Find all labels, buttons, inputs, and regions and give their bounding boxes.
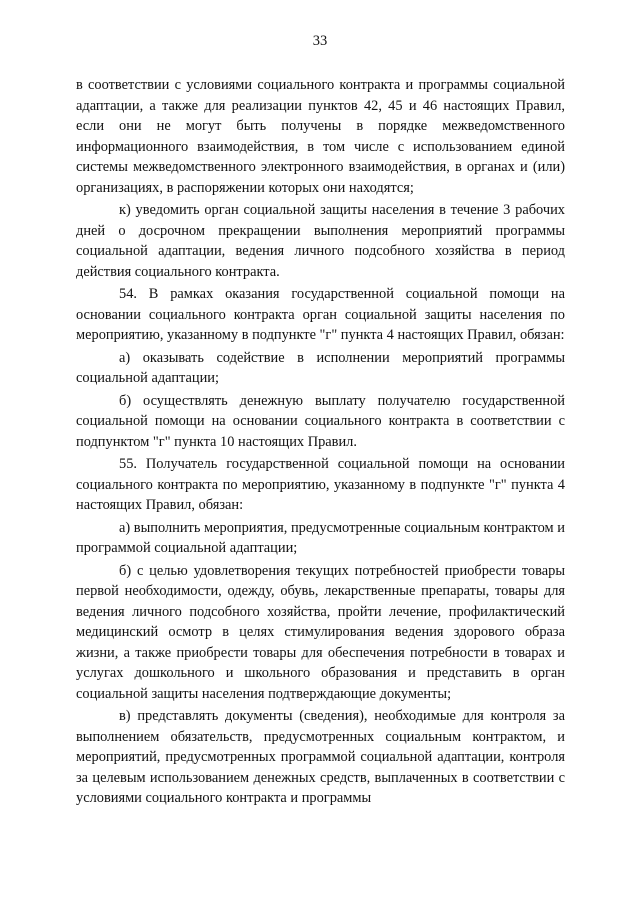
page-number: 33 — [312, 33, 328, 49]
paragraph-clause-55-a: а) выполнить мероприятия, предусмотренные социальным контрактом и программой социальной адаптации; — [76, 519, 565, 556]
paragraph-clause-54: 54. В рамках оказания государственной социальной помощи на основании социального контракта орган социальной защиты населения по мероприятию, указанному в подпункте "г" пункта 4 настоящих Правил, обязан: — [76, 286, 565, 343]
paragraph-clause-54-b: б) осуществлять денежную выплату получателю государственной социальной помощи на основании социального контракта в соответствии с подпунктом "г" пункта 10 настоящих Правил. — [76, 392, 565, 450]
paragraph-clause-55-b: б) с целью удовлетворения текущих потребностей приобрести товары первой необходимости, одежду, обувь, лекарственные препараты, товары для ведения личного подсобного хозяйства, пройти лечение, профилактический медицинский осмотр в целях стимулирования ведения здорового образа жизни, а также приобрести товары для обеспечения потребности в товарах и услугах дошкольного и школьного образования и представить в орган социальной защиты населения подтверждающие документы; — [76, 562, 565, 702]
paragraph-clause-54-a: а) оказывать содействие в исполнении мероприятий программы социальной адаптации; — [76, 349, 565, 386]
paragraph-continuation: в соответствии с условиями социального контракта и программы социальной адаптации, а также для реализации пунктов 42, 45 и 46 настоящих Правил, если они не могут быть получены в порядке межведомственного информационного взаимодействия, в том числе с использованием единой системы межведомственного электронного взаимодействия, в органах и (или) организациях, в распоряжении которых они находятся; — [76, 77, 565, 196]
paragraph-item-k: к) уведомить орган социальной защиты населения в течение 3 рабочих дней о досрочном прекращении выполнения мероприятий программы социальной адаптации, ведения личного подсобного хозяйства в период действия социального контракта. — [76, 202, 565, 280]
paragraph-clause-55: 55. Получатель государственной социальной помощи на основании социального контракта по мероприятию, указанному в подпункте "г" пункта 4 настоящих Правил, обязан: — [76, 456, 565, 513]
document-body — [76, 75, 565, 811]
paragraph-clause-55-v: в) представлять документы (сведения), необходимые для контроля за выполнением обязательств, предусмотренных социальным контрактом, и мероприятий, предусмотренных программой социальной адаптации, контроля за целевым использованием денежных средств, выплаченных в соответствии с условиями социального контракта и программы — [76, 708, 565, 806]
